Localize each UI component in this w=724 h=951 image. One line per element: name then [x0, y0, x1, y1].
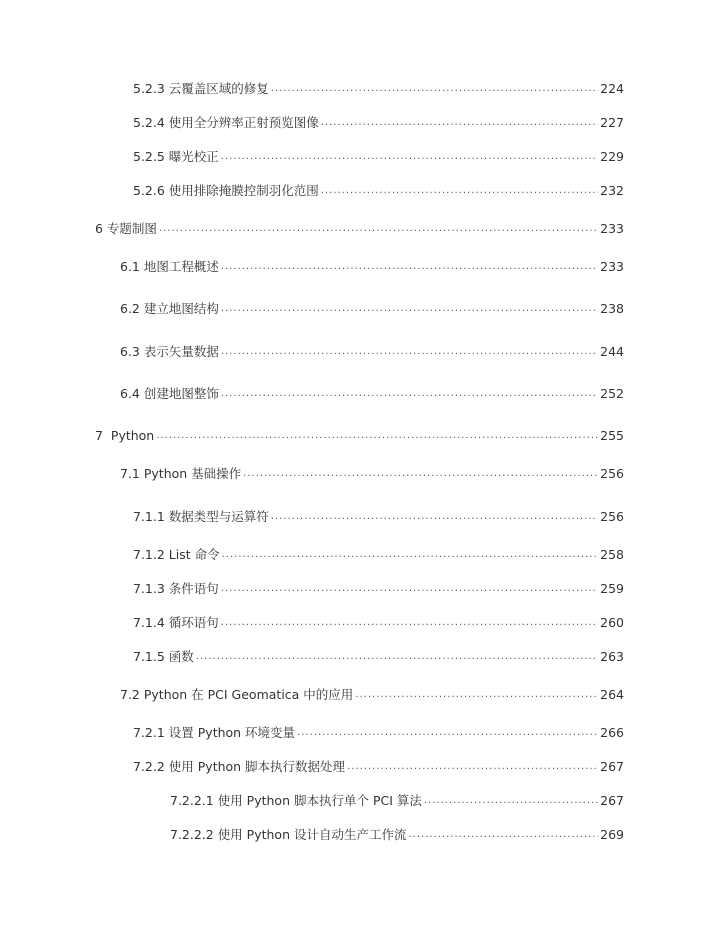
- toc-entry-7-2[interactable]: [120, 686, 624, 704]
- toc-entry-6-2[interactable]: [120, 300, 624, 318]
- toc-dot-leader: [221, 582, 598, 596]
- toc-page-number: 266: [600, 725, 624, 740]
- toc-page-number: 264: [600, 687, 624, 702]
- toc-dot-leader: [159, 222, 598, 236]
- toc-dot-leader: [321, 116, 598, 130]
- toc-page-number: 267: [600, 759, 624, 774]
- toc-entry-7[interactable]: [95, 427, 624, 445]
- toc-entry-5-2-4[interactable]: [133, 114, 624, 132]
- toc-page-number: 267: [600, 793, 624, 808]
- toc-page-number: 256: [600, 466, 624, 481]
- toc-entry-title: 5.2.6 使用排除掩膜控制羽化范围: [133, 183, 319, 198]
- toc-page-number: 233: [600, 221, 624, 236]
- toc-entry-title: 7.2.2.2 使用 Python 设计自动生产工作流: [170, 827, 407, 842]
- toc-dot-leader: [321, 184, 598, 198]
- toc-entry-5-2-6[interactable]: [133, 182, 624, 200]
- toc-page-number: 259: [600, 581, 624, 596]
- toc-dot-leader: [221, 616, 598, 630]
- toc-entry-title: 7.1.1 数据类型与运算符: [133, 509, 269, 524]
- toc-entry-6-3[interactable]: [120, 343, 624, 361]
- toc-entry-title: 6.4 创建地图整饰: [120, 386, 219, 401]
- toc-page-number: 232: [600, 183, 624, 198]
- toc-entry-6[interactable]: [95, 220, 624, 238]
- toc-dot-leader: [221, 345, 598, 359]
- toc-entry-title: 6.2 建立地图结构: [120, 301, 219, 316]
- toc-entry-title: 7.2 Python 在 PCI Geomatica 中的应用: [120, 687, 354, 702]
- toc-dot-leader: [297, 726, 598, 740]
- toc-entry-title: 7.1 Python 基础操作: [120, 466, 242, 481]
- toc-entry-7-2-2[interactable]: [133, 758, 624, 776]
- toc-page-number: 229: [600, 149, 624, 164]
- toc-dot-leader: [355, 688, 598, 702]
- toc-entry-title: 6.3 表示矢量数据: [120, 344, 219, 359]
- toc-entry-7-2-2-2[interactable]: [170, 826, 624, 844]
- toc-dot-leader: [271, 510, 598, 524]
- toc-dot-leader: [222, 548, 599, 562]
- toc-entry-7-1-1[interactable]: [133, 508, 624, 526]
- toc-dot-leader: [347, 760, 598, 774]
- toc-page-number: 227: [600, 115, 624, 130]
- toc-page-number: 263: [600, 649, 624, 664]
- toc-dot-leader: [408, 828, 598, 842]
- toc-dot-leader: [221, 387, 598, 401]
- toc-entry-7-1-2[interactable]: [133, 546, 624, 564]
- toc-dot-leader: [221, 150, 598, 164]
- toc-dot-leader: [271, 82, 598, 96]
- toc-page-number: 258: [600, 547, 624, 562]
- toc-entry-title: 7.1.3 条件语句: [133, 581, 219, 596]
- toc-entry-title: 6.1 地图工程概述: [120, 259, 219, 274]
- toc-dot-leader: [243, 467, 598, 481]
- toc-entry-7-2-2-1[interactable]: [170, 792, 624, 810]
- toc-entry-7-1-3[interactable]: [133, 580, 624, 598]
- toc-page-number: 233: [600, 259, 624, 274]
- toc-entry-7-1[interactable]: [120, 465, 624, 483]
- toc-dot-leader: [156, 429, 598, 443]
- toc-entry-title: 7.2.2.1 使用 Python 脚本执行单个 PCI 算法: [170, 793, 422, 808]
- toc-page-number: 252: [600, 386, 624, 401]
- toc-entry-7-2-1[interactable]: [133, 724, 624, 742]
- toc-entry-7-1-4[interactable]: [133, 614, 624, 632]
- toc-entry-6-4[interactable]: [120, 385, 624, 403]
- toc-page-number: 269: [600, 827, 624, 842]
- toc-entry-title: 7.1.4 循环语句: [133, 615, 219, 630]
- toc-entry-5-2-3[interactable]: [133, 80, 624, 98]
- toc-page-number: 255: [600, 428, 624, 443]
- toc-entry-title: 6 专题制图: [95, 221, 157, 236]
- toc-dot-leader: [196, 650, 598, 664]
- toc-entry-7-1-5[interactable]: [133, 648, 624, 666]
- toc-entry-6-1[interactable]: [120, 258, 624, 276]
- toc-page-number: 256: [600, 509, 624, 524]
- toc-dot-leader: [424, 794, 598, 808]
- toc-entry-title: 7 Python: [95, 428, 155, 443]
- toc-entry-title: 7.2.2 使用 Python 脚本执行数据处理: [133, 759, 346, 774]
- toc-entry-title: 7.1.2 List 命令: [133, 547, 220, 562]
- toc-entry-title: 7.2.1 设置 Python 环境变量: [133, 725, 296, 740]
- toc-entry-5-2-5[interactable]: [133, 148, 624, 166]
- toc-entry-title: 5.2.3 云覆盖区域的修复: [133, 81, 269, 96]
- toc-entry-title: 7.1.5 函数: [133, 649, 194, 664]
- toc-page-number: 224: [600, 81, 624, 96]
- toc-page-number: 244: [600, 344, 624, 359]
- toc-page-number: 260: [600, 615, 624, 630]
- toc-page-number: 238: [600, 301, 624, 316]
- toc-dot-leader: [221, 260, 598, 274]
- toc-entry-title: 5.2.5 曝光校正: [133, 149, 219, 164]
- toc-entry-title: 5.2.4 使用全分辨率正射预览图像: [133, 115, 319, 130]
- toc-dot-leader: [221, 302, 598, 316]
